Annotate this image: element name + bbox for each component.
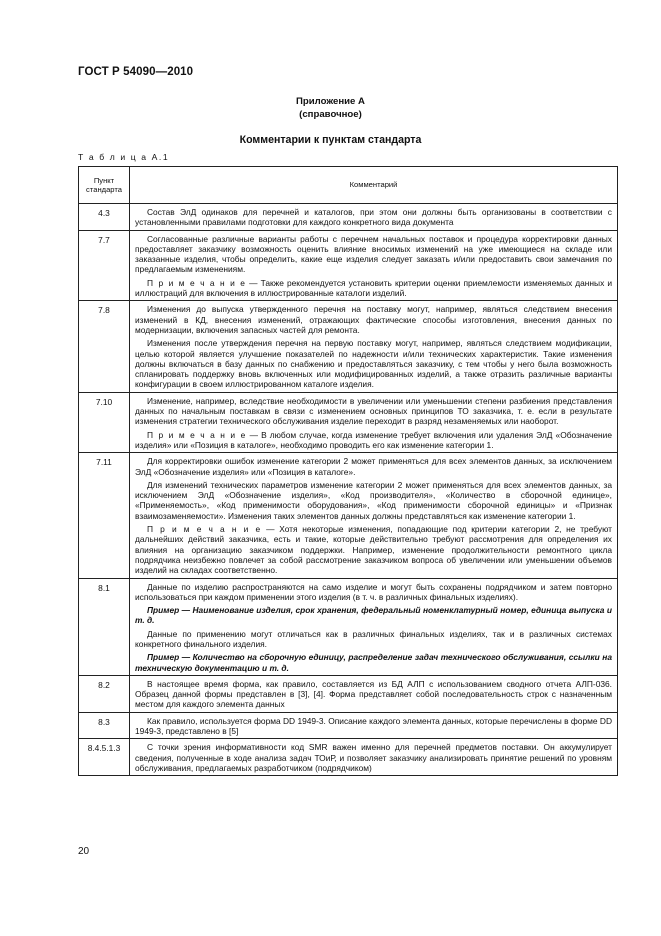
point-cell: 8.3 (79, 712, 130, 739)
comment-paragraph (135, 480, 612, 521)
table-row (79, 230, 618, 301)
comment-paragraph (135, 234, 612, 275)
note-prefix: П р и м е ч а н и е (147, 429, 247, 440)
comment-paragraph (135, 582, 612, 603)
paragraph-text: Пример — Количество на сборочную единицу, распределение задач технического обслуживания, ссылки на техническую документацию и т. д. (135, 652, 612, 673)
point-cell: 7.11 (79, 453, 130, 578)
comment-cell (130, 204, 618, 231)
paragraph-text: Данные по применению могут отличаться как в различных финальных изделиях, так и в различных системах конкретного финального изделия. (135, 628, 612, 649)
comment-paragraph (135, 207, 612, 228)
header-comment: Комментарий (130, 167, 618, 204)
paragraph-text: В настоящее время форма, как правило, составляется из БД АЛП с использованием сводного отчета АЛП-036. Образец данной формы представлен в [3], [4]. Форма представляет собой последовательность строк с назначенным местом для каждого элемента данных (135, 678, 612, 710)
comment-cell (130, 675, 618, 712)
point-cell: 7.7 (79, 230, 130, 301)
example-paragraph (135, 652, 612, 673)
paragraph-text: Данные по изделию распространяются на само изделие и могут быть сохранены подрядчиком и затем повторно использоваться при каждом применении этого изделия (в т. ч. в различных финальных изделиях). (135, 581, 612, 602)
comment-cell (130, 301, 618, 392)
note-paragraph (135, 524, 612, 575)
table-row (79, 578, 618, 675)
table-header-row (79, 167, 618, 204)
paragraph-text: С точки зрения информативности код SMR важен именно для перечней предметов поставки. Он аккумулирует сведения, полученные в ходе анализа задач ТОиР, и позволяет заказчику анализировать принятие решений по уровням обслуживания, предлагаемых разработчиком (подрядчиком) (135, 742, 612, 773)
example-paragraph (135, 605, 612, 626)
comment-cell (130, 230, 618, 301)
point-cell: 8.4.5.1.3 (79, 739, 130, 776)
comment-cell (130, 578, 618, 675)
comment-paragraph (135, 456, 612, 477)
table-row (79, 301, 618, 392)
point-cell: 8.1 (79, 578, 130, 675)
table-row (79, 204, 618, 231)
point-cell: 8.2 (79, 675, 130, 712)
paragraph-text: Изменения до выпуска утвержденного перечня на поставку могут, например, являться следствием внесения изменений в КД, внесения изменений, отражающих фактические способы изготовления, внесения данных по модернизации, включения запасных частей для ремонта. (135, 304, 612, 335)
point-cell: 4.3 (79, 204, 130, 231)
page-number: 20 (78, 846, 90, 857)
paragraph-text: Состав ЭлД одинаков для перечней и каталогов, при этом они должны быть организованы в соответствии с установленными правилами подготовки для каждого конкретного вида документа (135, 207, 612, 228)
comment-cell (130, 712, 618, 739)
paragraph-text: — Хотя некоторые изменения, попадающие под критерии категории 2, не требуют дальнейших действий заказчика, есть и такие, которые действительно требуют рассмотрения для определения их влияния на организацию заказчиком поддержки. Например, изменение продолжительности ремонтного цикла подрядчика неизбежно повлечет за собой рассмотрение заказчиком вопроса об увеличении или уменьшении объемов изделий на складах соответственно. (135, 524, 612, 576)
paragraph-text: — В любом случае, когда изменение требует включения или удаления ЭлД «Обозначение изделия» или «Позиция в каталоге», необходимо проводить его как изменение категории 1. (135, 429, 612, 450)
note-paragraph (135, 278, 612, 299)
comment-cell (130, 392, 618, 452)
table-row (79, 739, 618, 776)
comment-cell (130, 739, 618, 776)
note-prefix: П р и м е ч а н и е (147, 277, 247, 288)
point-cell: 7.8 (79, 301, 130, 392)
table-row (79, 675, 618, 712)
comment-cell (130, 453, 618, 578)
table-row (79, 712, 618, 739)
comments-table (78, 166, 618, 776)
comment-paragraph (135, 742, 612, 773)
appendix-title: Приложение А (296, 96, 365, 107)
document-id-header: ГОСТ Р 54090—2010 (78, 66, 194, 78)
point-cell: 7.10 (79, 392, 130, 452)
comment-paragraph (135, 716, 612, 737)
comment-paragraph (135, 679, 612, 710)
paragraph-text: Пример — Наименование изделия, срок хранения, федеральный номенклатурный номер, единица выпуска и т. д. (135, 605, 612, 626)
paragraph-text: Согласованные различные варианты работы с перечнем начальных поставок и процедура корректировки данных предоставляет заказчику возможность оценить влияние вносимых изменений на уже имеющиеся на складе или заказанные изделия, чтобы определить, какие еще изделия следует заказать и/или предоставить свои замечания по предлагаемым изменениям. (135, 233, 612, 275)
comment-paragraph (135, 396, 612, 427)
paragraph-text: Как правило, используется форма DD 1949-3. Описание каждого элемента данных, которые перечислены в форме DD 1949-3, представлено в [5] (135, 715, 612, 737)
table-label: Т а б л и ц а А.1 (78, 152, 170, 162)
comment-paragraph (135, 629, 612, 650)
paragraph-text: — Также рекомендуется установить критерии оценки приемлемости изменяемых данных и иллюстраций для включения в иллюстрированные каталоги изделий. (135, 277, 613, 299)
paragraph-text: Изменение, например, вследствие необходимости в увеличении или уменьшении степени разбиения представления данных по начальным поставкам в связи с изменением основных принципов ТО заказчика, т. е. если в результате изменения стратегии технического обслуживания изделие переходит в разряд незаменяемых или наоборот. (135, 395, 612, 427)
appendix-subtitle: (справочное) (299, 109, 362, 120)
note-prefix: П р и м е ч а н и е (147, 524, 262, 535)
comment-paragraph (135, 338, 612, 389)
paragraph-text: Изменения после утверждения перечня на первую поставку могут, например, являться следствием модификации, целью которой является улучшение показателей по надежности и/или технических характеристик. Такие изменения должны включаться в базу данных по снабжению и предоставляться заказчику, с тем чтобы у него была возможность спланировать поддержку вновь включенных или модифицированных изделий, а также отразить различные варианты конфигурации в своем иллюстрированном каталоге изделия. (135, 338, 612, 390)
note-paragraph (135, 430, 612, 451)
header-point: Пункт стандарта (79, 167, 130, 204)
table-row (79, 392, 618, 452)
comments-title: Комментарии к пунктам стандарта (239, 134, 422, 146)
paragraph-text: Для корректировки ошибок изменение категории 2 может применяться для всех элементов данных, за исключением ЭлД «Обозначение изделия» или «Позиция в каталоге». (135, 456, 612, 477)
paragraph-text: Для изменений технических параметров изменение категории 2 может применяться для всех элементов данных, за исключением ЭлД «Обозначение изделия», «Код производителя», «Количество в сборочной единице», «Применяемость», «Код применимости оборудования», «Код применимости сборочной единицы» и «Признак взаимозаменяемости». Изменения таких элементов данных должны представляться как изменение категории 1. (135, 479, 612, 521)
comment-paragraph (135, 304, 612, 335)
table-row (79, 453, 618, 578)
table-body (79, 204, 618, 776)
